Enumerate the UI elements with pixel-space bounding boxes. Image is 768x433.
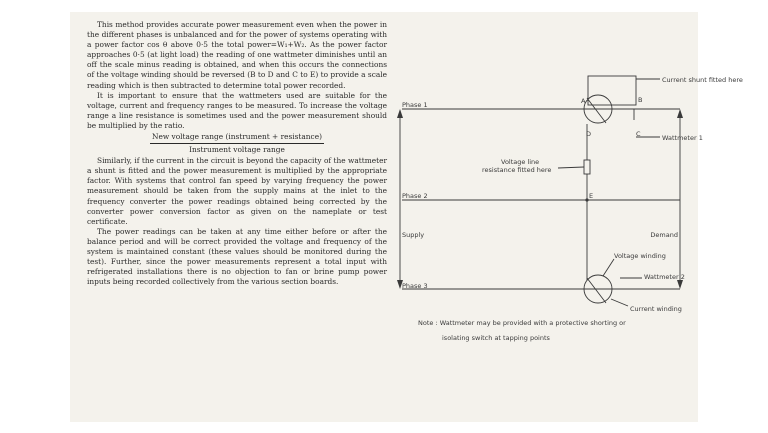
wattmeter2-label: Wattmeter 2: [644, 273, 685, 281]
supply-label: Supply: [402, 231, 425, 239]
fraction-denominator: Instrument voltage range: [189, 145, 285, 155]
phase1-label: Phase 1: [402, 101, 428, 109]
current-winding-leader: [611, 299, 628, 306]
document-page: [70, 12, 743, 422]
wattmeter1-label: Wattmeter 1: [662, 134, 703, 142]
current-shunt-box: [588, 76, 636, 105]
phase3-label: Phase 3: [402, 282, 428, 290]
voltage-winding-label: Voltage winding: [614, 252, 666, 260]
note-line2: isolating switch at tapping points: [442, 334, 550, 342]
paragraph-power-readings: The power readings can be taken at any time either before or after the balance period and will be correct provided the voltage and frequency of the system is maintained constant (these values should be monitored during the test). Further, since the power measurements represent a total input with refrigerated installations there is no objection to fan or brine pump power inputs being recorded collectively from the various section boards.: [87, 226, 387, 287]
paragraph-wattmeter-ranges: It is important to ensure that the wattmeters used are suitable for the voltage, current and frequency ranges to be measured. To increase the voltage range a line resistance is sometimes used and the power measurement should be multiplied by the ratio.: [87, 90, 387, 130]
voltage-winding-leader: [603, 259, 614, 276]
wattmeter2-needle: [587, 278, 606, 303]
terminal-d-label: D: [586, 130, 592, 138]
terminal-c-label: C: [636, 130, 641, 138]
fraction-numerator: New voltage range (instrument + resistance): [150, 132, 324, 144]
terminal-e-label: E: [589, 192, 594, 200]
demand-arrow-down: [677, 280, 683, 289]
phase2-label: Phase 2: [402, 192, 428, 200]
terminal-b-label: B: [638, 96, 643, 104]
voltage-ratio-fraction: [87, 132, 387, 155]
demand-arrow-up: [677, 109, 683, 118]
current-shunt-label: Current shunt fitted here: [662, 76, 743, 84]
demand-label: Demand: [650, 231, 678, 239]
voltage-line-label-2: resistance fitted here: [482, 166, 552, 174]
current-winding-label: Current winding: [630, 305, 682, 313]
note-line1: Note : Wattmeter may be provided with a protective shorting or: [418, 319, 626, 327]
voltage-line-label-1: Voltage line: [501, 158, 540, 166]
body-text-column: [87, 20, 387, 287]
wattmeter-circuit-diagram: [398, 52, 743, 352]
paragraph-current-shunt: Similarly, if the current in the circuit is beyond the capacity of the wattmeter a shunt is fitted and the power measurement is multiplied by the appropriate factor. With systems that control fan speed by varying frequency the power measurement should be taken from the supply mains at the inlet to the frequency converter the power readings obtained being corrected by the converter power conversion factor as given on the nameplate or test certificate.: [87, 156, 387, 226]
paragraph-wattmeter-method: This method provides accurate power measurement even when the power in the different phases is unbalanced and for the power of systems operating with a power factor cos θ above 0·5 the total power=W₁+W₂. As the power factor approaches 0·5 (at light load) the reading of one wattmeter diminishes until an off the scale minus reading is obtained, and when this occurs the connections of the voltage winding should be reversed (B to D and C to E) to provide a scale reading which is then subtracted to determine total power recorded.: [87, 20, 387, 90]
terminal-a-label: A: [581, 97, 586, 105]
line-resistance: [584, 160, 590, 174]
wattmeter1-needle: [587, 98, 606, 123]
supply-arrow-up: [397, 109, 403, 118]
resistance-leader-line: [558, 167, 584, 168]
